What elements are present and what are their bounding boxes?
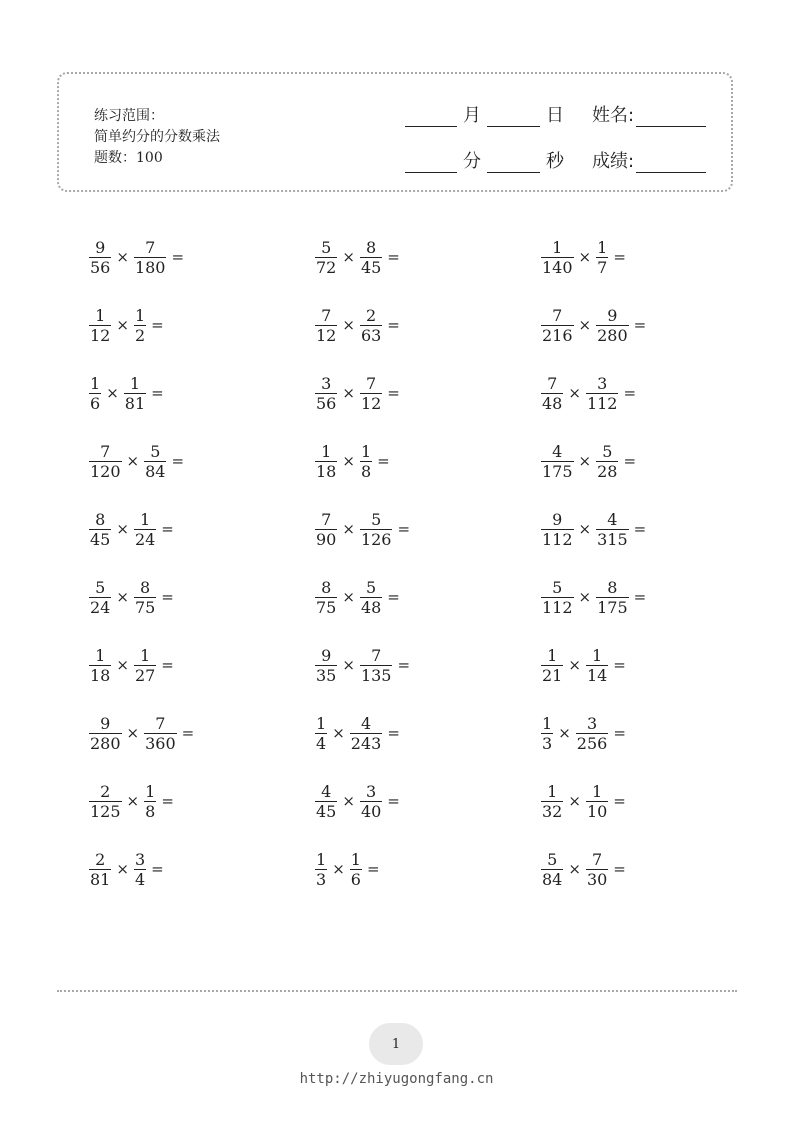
- month-blank[interactable]: [405, 106, 457, 127]
- denominator: 6: [90, 393, 101, 413]
- second-fraction: [133, 510, 157, 549]
- times-sign: ×: [332, 860, 345, 878]
- equals-sign: =: [161, 520, 174, 538]
- problem-item: [540, 298, 720, 352]
- denominator: 12: [316, 325, 337, 345]
- footer-divider: [57, 990, 737, 992]
- times-sign: ×: [116, 248, 129, 266]
- times-sign: ×: [116, 860, 129, 878]
- denominator: 32: [542, 801, 563, 821]
- numerator: 8: [140, 577, 151, 597]
- first-fraction: [314, 714, 328, 753]
- equals-sign: =: [633, 520, 647, 538]
- numerator: 1: [134, 305, 146, 325]
- denominator: 135: [360, 665, 392, 685]
- numerator: 3: [366, 781, 377, 801]
- numerator: 9: [607, 305, 618, 325]
- problem-item: [540, 842, 720, 896]
- first-fraction: [314, 374, 338, 413]
- denominator: 243: [350, 733, 382, 753]
- problem-item: [540, 774, 720, 828]
- times-sign: ×: [332, 724, 345, 742]
- equals-sign: =: [377, 452, 390, 470]
- denominator: 8: [360, 461, 372, 481]
- second-fraction: [595, 306, 630, 345]
- times-sign: ×: [568, 384, 581, 402]
- denominator: 24: [90, 597, 111, 617]
- score-label: 成绩:: [592, 151, 635, 172]
- numerator: 5: [602, 441, 613, 461]
- second-blank[interactable]: [487, 152, 540, 173]
- numerator: 5: [371, 509, 382, 529]
- day-blank[interactable]: [487, 106, 540, 127]
- denominator: 7: [597, 257, 608, 277]
- times-sign: ×: [126, 792, 140, 810]
- numerator: 1: [592, 645, 603, 665]
- denominator: 40: [360, 801, 382, 821]
- denominator: 81: [90, 869, 111, 889]
- first-fraction: [540, 578, 575, 617]
- numerator: 7: [592, 849, 603, 869]
- denominator: 180: [134, 257, 166, 277]
- numerator: 1: [321, 441, 332, 461]
- first-fraction: [540, 306, 575, 345]
- name-blank[interactable]: [636, 106, 706, 127]
- denominator: 18: [90, 665, 111, 685]
- first-fraction: [314, 442, 338, 481]
- second-fraction: [143, 782, 157, 821]
- equals-sign: =: [387, 384, 400, 402]
- denominator: 4: [316, 733, 327, 753]
- first-fraction: [540, 238, 575, 277]
- denominator: 81: [124, 393, 146, 413]
- numerator: 7: [547, 373, 558, 393]
- numerator: 9: [552, 509, 563, 529]
- equals-sign: =: [366, 860, 380, 878]
- denominator: 280: [90, 733, 121, 753]
- equals-sign: =: [613, 792, 626, 810]
- numerator: 1: [316, 849, 327, 869]
- denominator: 75: [316, 597, 337, 617]
- equals-sign: =: [171, 452, 185, 470]
- denominator: 45: [316, 801, 337, 821]
- numerator: 1: [597, 237, 608, 257]
- times-sign: ×: [342, 656, 355, 674]
- numerator: 5: [321, 237, 332, 257]
- numerator: 3: [597, 373, 608, 393]
- problem-item: [88, 570, 314, 624]
- times-sign: ×: [558, 724, 571, 742]
- problem-item: [88, 774, 314, 828]
- second-fraction: [359, 510, 394, 549]
- second-fraction: [595, 510, 630, 549]
- problem-item: [88, 706, 314, 760]
- first-fraction: [540, 850, 564, 889]
- numerator: 7: [321, 305, 332, 325]
- equals-sign: =: [151, 384, 164, 402]
- denominator: 112: [586, 393, 618, 413]
- first-fraction: [88, 510, 112, 549]
- page-number: 1: [369, 1023, 423, 1065]
- first-fraction: [88, 714, 123, 753]
- equals-sign: =: [151, 860, 164, 878]
- first-fraction: [314, 510, 338, 549]
- problem-item: [88, 298, 314, 352]
- second-fraction: [143, 442, 167, 481]
- denominator: 48: [542, 393, 563, 413]
- equals-sign: =: [161, 588, 174, 606]
- denominator: 63: [360, 325, 382, 345]
- equals-sign: =: [387, 724, 400, 742]
- problem-item: [314, 366, 540, 420]
- numerator: 1: [592, 781, 603, 801]
- second-fraction: [585, 850, 609, 889]
- times-sign: ×: [578, 520, 592, 538]
- numerator: 8: [366, 237, 377, 257]
- first-fraction: [540, 782, 564, 821]
- numerator: 1: [129, 373, 141, 393]
- problem-item: [314, 230, 540, 284]
- numerator: 1: [360, 441, 372, 461]
- numerator: 1: [145, 781, 156, 801]
- equals-sign: =: [633, 316, 647, 334]
- problem-item: [540, 502, 720, 556]
- problem-item: [88, 230, 314, 284]
- times-sign: ×: [342, 384, 355, 402]
- first-fraction: [314, 646, 338, 685]
- equals-sign: =: [613, 860, 626, 878]
- score-blank[interactable]: [636, 152, 706, 173]
- second-fraction: [595, 442, 619, 481]
- denominator: 56: [90, 257, 111, 277]
- denominator: 28: [597, 461, 618, 481]
- times-sign: ×: [116, 656, 129, 674]
- first-fraction: [540, 714, 554, 753]
- denominator: 216: [542, 325, 573, 345]
- denominator: 112: [542, 529, 573, 549]
- problem-item: [540, 230, 720, 284]
- equals-sign: =: [161, 792, 174, 810]
- minute-label: 分: [463, 151, 481, 172]
- denominator: 3: [316, 869, 327, 889]
- minute-blank[interactable]: [405, 152, 457, 173]
- times-sign: ×: [568, 656, 581, 674]
- problem-item: [314, 502, 540, 556]
- first-fraction: [540, 510, 575, 549]
- second-fraction: [595, 238, 609, 277]
- problem-count: 题数：100: [94, 150, 163, 166]
- problem-item: [540, 434, 720, 488]
- second-fraction: [575, 714, 610, 753]
- times-sign: ×: [116, 316, 129, 334]
- second-fraction: [595, 578, 630, 617]
- problem-item: [88, 366, 314, 420]
- numerator: 2: [100, 781, 111, 801]
- first-fraction: [88, 646, 112, 685]
- numerator: 5: [366, 577, 377, 597]
- first-fraction: [88, 442, 123, 481]
- denominator: 45: [90, 529, 111, 549]
- problem-item: [314, 638, 540, 692]
- times-sign: ×: [568, 860, 581, 878]
- denominator: 27: [134, 665, 156, 685]
- time-score-row: [405, 147, 706, 173]
- denominator: 256: [576, 733, 608, 753]
- worksheet-header: [57, 72, 733, 192]
- denominator: 12: [360, 393, 382, 413]
- denominator: 2: [134, 325, 146, 345]
- equals-sign: =: [397, 520, 411, 538]
- equals-sign: =: [613, 248, 626, 266]
- times-sign: ×: [342, 316, 355, 334]
- problem-item: [314, 570, 540, 624]
- numerator: 8: [95, 509, 106, 529]
- numerator: 4: [552, 441, 563, 461]
- numerator: 8: [321, 577, 332, 597]
- numerator: 9: [95, 237, 106, 257]
- problem-item: [314, 706, 540, 760]
- denominator: 120: [90, 461, 121, 481]
- equals-sign: =: [397, 656, 411, 674]
- first-fraction: [314, 306, 338, 345]
- problem-item: [540, 638, 720, 692]
- first-fraction: [540, 646, 564, 685]
- second-fraction: [585, 782, 609, 821]
- numerator: 1: [95, 645, 106, 665]
- numerator: 2: [366, 305, 377, 325]
- denominator: 175: [597, 597, 628, 617]
- times-sign: ×: [342, 248, 355, 266]
- second-fraction: [349, 714, 384, 753]
- equals-sign: =: [623, 384, 637, 402]
- second-fraction: [359, 646, 394, 685]
- numerator: 1: [95, 305, 106, 325]
- denominator: 12: [90, 325, 111, 345]
- problem-grid: [88, 230, 688, 910]
- denominator: 30: [586, 869, 608, 889]
- times-sign: ×: [106, 384, 119, 402]
- denominator: 48: [360, 597, 382, 617]
- numerator: 1: [350, 849, 361, 869]
- problem-item: [88, 842, 314, 896]
- numerator: 8: [607, 577, 618, 597]
- denominator: 24: [134, 529, 156, 549]
- numerator: 3: [134, 849, 146, 869]
- problem-item: [314, 842, 540, 896]
- equals-sign: =: [387, 792, 400, 810]
- equals-sign: =: [623, 452, 637, 470]
- denominator: 4: [134, 869, 146, 889]
- denominator: 280: [597, 325, 628, 345]
- times-sign: ×: [578, 452, 592, 470]
- numerator: 3: [586, 713, 598, 733]
- numerator: 9: [100, 713, 111, 733]
- numerator: 4: [321, 781, 332, 801]
- numerator: 9: [321, 645, 332, 665]
- denominator: 175: [542, 461, 573, 481]
- denominator: 72: [316, 257, 337, 277]
- second-fraction: [359, 306, 383, 345]
- numerator: 3: [321, 373, 332, 393]
- first-fraction: [540, 374, 564, 413]
- times-sign: ×: [126, 452, 140, 470]
- problem-item: [540, 570, 720, 624]
- times-sign: ×: [578, 316, 592, 334]
- numerator: 5: [150, 441, 161, 461]
- denominator: 56: [316, 393, 337, 413]
- first-fraction: [314, 782, 338, 821]
- numerator: 1: [140, 645, 151, 665]
- numerator: 1: [316, 713, 327, 733]
- second-fraction: [359, 374, 383, 413]
- equals-sign: =: [387, 588, 400, 606]
- problem-item: [540, 366, 720, 420]
- numerator: 7: [145, 237, 156, 257]
- denominator: 140: [542, 257, 573, 277]
- denominator: 45: [360, 257, 382, 277]
- equals-sign: =: [151, 316, 164, 334]
- denominator: 84: [542, 869, 563, 889]
- numerator: 7: [366, 373, 377, 393]
- second-fraction: [133, 238, 168, 277]
- denominator: 35: [316, 665, 337, 685]
- day-label: 日: [546, 105, 564, 126]
- first-fraction: [314, 238, 338, 277]
- equals-sign: =: [613, 724, 626, 742]
- problem-item: [88, 638, 314, 692]
- second-fraction: [359, 578, 383, 617]
- denominator: 18: [316, 461, 337, 481]
- second-fraction: [133, 850, 147, 889]
- times-sign: ×: [578, 588, 592, 606]
- equals-sign: =: [181, 724, 195, 742]
- denominator: 125: [90, 801, 121, 821]
- numerator: 7: [552, 305, 563, 325]
- first-fraction: [540, 442, 575, 481]
- denominator: 84: [145, 461, 166, 481]
- numerator: 7: [321, 509, 332, 529]
- first-fraction: [88, 374, 102, 413]
- numerator: 1: [552, 237, 563, 257]
- numerator: 5: [552, 577, 563, 597]
- second-fraction: [349, 850, 363, 889]
- second-fraction: [359, 782, 383, 821]
- equals-sign: =: [613, 656, 626, 674]
- first-fraction: [88, 306, 112, 345]
- problem-item: [88, 502, 314, 556]
- numerator: 7: [100, 441, 111, 461]
- denominator: 8: [145, 801, 156, 821]
- second-fraction: [123, 374, 147, 413]
- times-sign: ×: [116, 520, 129, 538]
- second-fraction: [585, 374, 620, 413]
- denominator: 90: [316, 529, 337, 549]
- numerator: 1: [547, 781, 558, 801]
- equals-sign: =: [387, 248, 400, 266]
- problem-item: [314, 774, 540, 828]
- numerator: 5: [95, 577, 106, 597]
- problem-item: [540, 706, 720, 760]
- denominator: 360: [145, 733, 176, 753]
- problem-item: [314, 434, 540, 488]
- times-sign: ×: [568, 792, 581, 810]
- times-sign: ×: [342, 792, 355, 810]
- times-sign: ×: [578, 248, 592, 266]
- range-value: 简单约分的分数乘法: [94, 129, 220, 145]
- numerator: 7: [155, 713, 166, 733]
- date-name-row: [405, 101, 706, 127]
- second-fraction: [585, 646, 609, 685]
- denominator: 3: [542, 733, 553, 753]
- first-fraction: [88, 578, 112, 617]
- times-sign: ×: [116, 588, 129, 606]
- denominator: 112: [542, 597, 573, 617]
- denominator: 6: [350, 869, 361, 889]
- problem-item: [88, 434, 314, 488]
- denominator: 14: [586, 665, 608, 685]
- denominator: 10: [586, 801, 608, 821]
- first-fraction: [88, 238, 112, 277]
- equals-sign: =: [161, 656, 174, 674]
- numerator: 4: [607, 509, 618, 529]
- site-url: http://zhiyugongfang.cn: [299, 1071, 494, 1087]
- name-label: 姓名:: [592, 105, 635, 126]
- second-fraction: [359, 238, 383, 277]
- times-sign: ×: [126, 724, 140, 742]
- second-label: 秒: [546, 151, 564, 172]
- times-sign: ×: [342, 588, 355, 606]
- worksheet-info: [94, 106, 220, 169]
- second-fraction: [143, 714, 178, 753]
- denominator: 21: [542, 665, 563, 685]
- equals-sign: =: [171, 248, 185, 266]
- equals-sign: =: [387, 316, 400, 334]
- numerator: 7: [371, 645, 382, 665]
- numerator: 2: [95, 849, 106, 869]
- denominator: 126: [360, 529, 392, 549]
- problem-item: [314, 298, 540, 352]
- first-fraction: [314, 850, 328, 889]
- numerator: 5: [547, 849, 558, 869]
- first-fraction: [88, 850, 112, 889]
- range-label: 练习范围：: [94, 108, 164, 124]
- numerator: 1: [90, 373, 101, 393]
- equals-sign: =: [633, 588, 647, 606]
- numerator: 1: [542, 713, 553, 733]
- second-fraction: [133, 306, 147, 345]
- first-fraction: [88, 782, 123, 821]
- numerator: 4: [360, 713, 372, 733]
- numerator: 1: [140, 509, 151, 529]
- times-sign: ×: [342, 520, 355, 538]
- denominator: 75: [134, 597, 156, 617]
- times-sign: ×: [342, 452, 355, 470]
- numerator: 1: [547, 645, 558, 665]
- month-label: 月: [463, 105, 481, 126]
- second-fraction: [133, 646, 157, 685]
- second-fraction: [359, 442, 373, 481]
- second-fraction: [133, 578, 157, 617]
- first-fraction: [314, 578, 338, 617]
- denominator: 315: [597, 529, 628, 549]
